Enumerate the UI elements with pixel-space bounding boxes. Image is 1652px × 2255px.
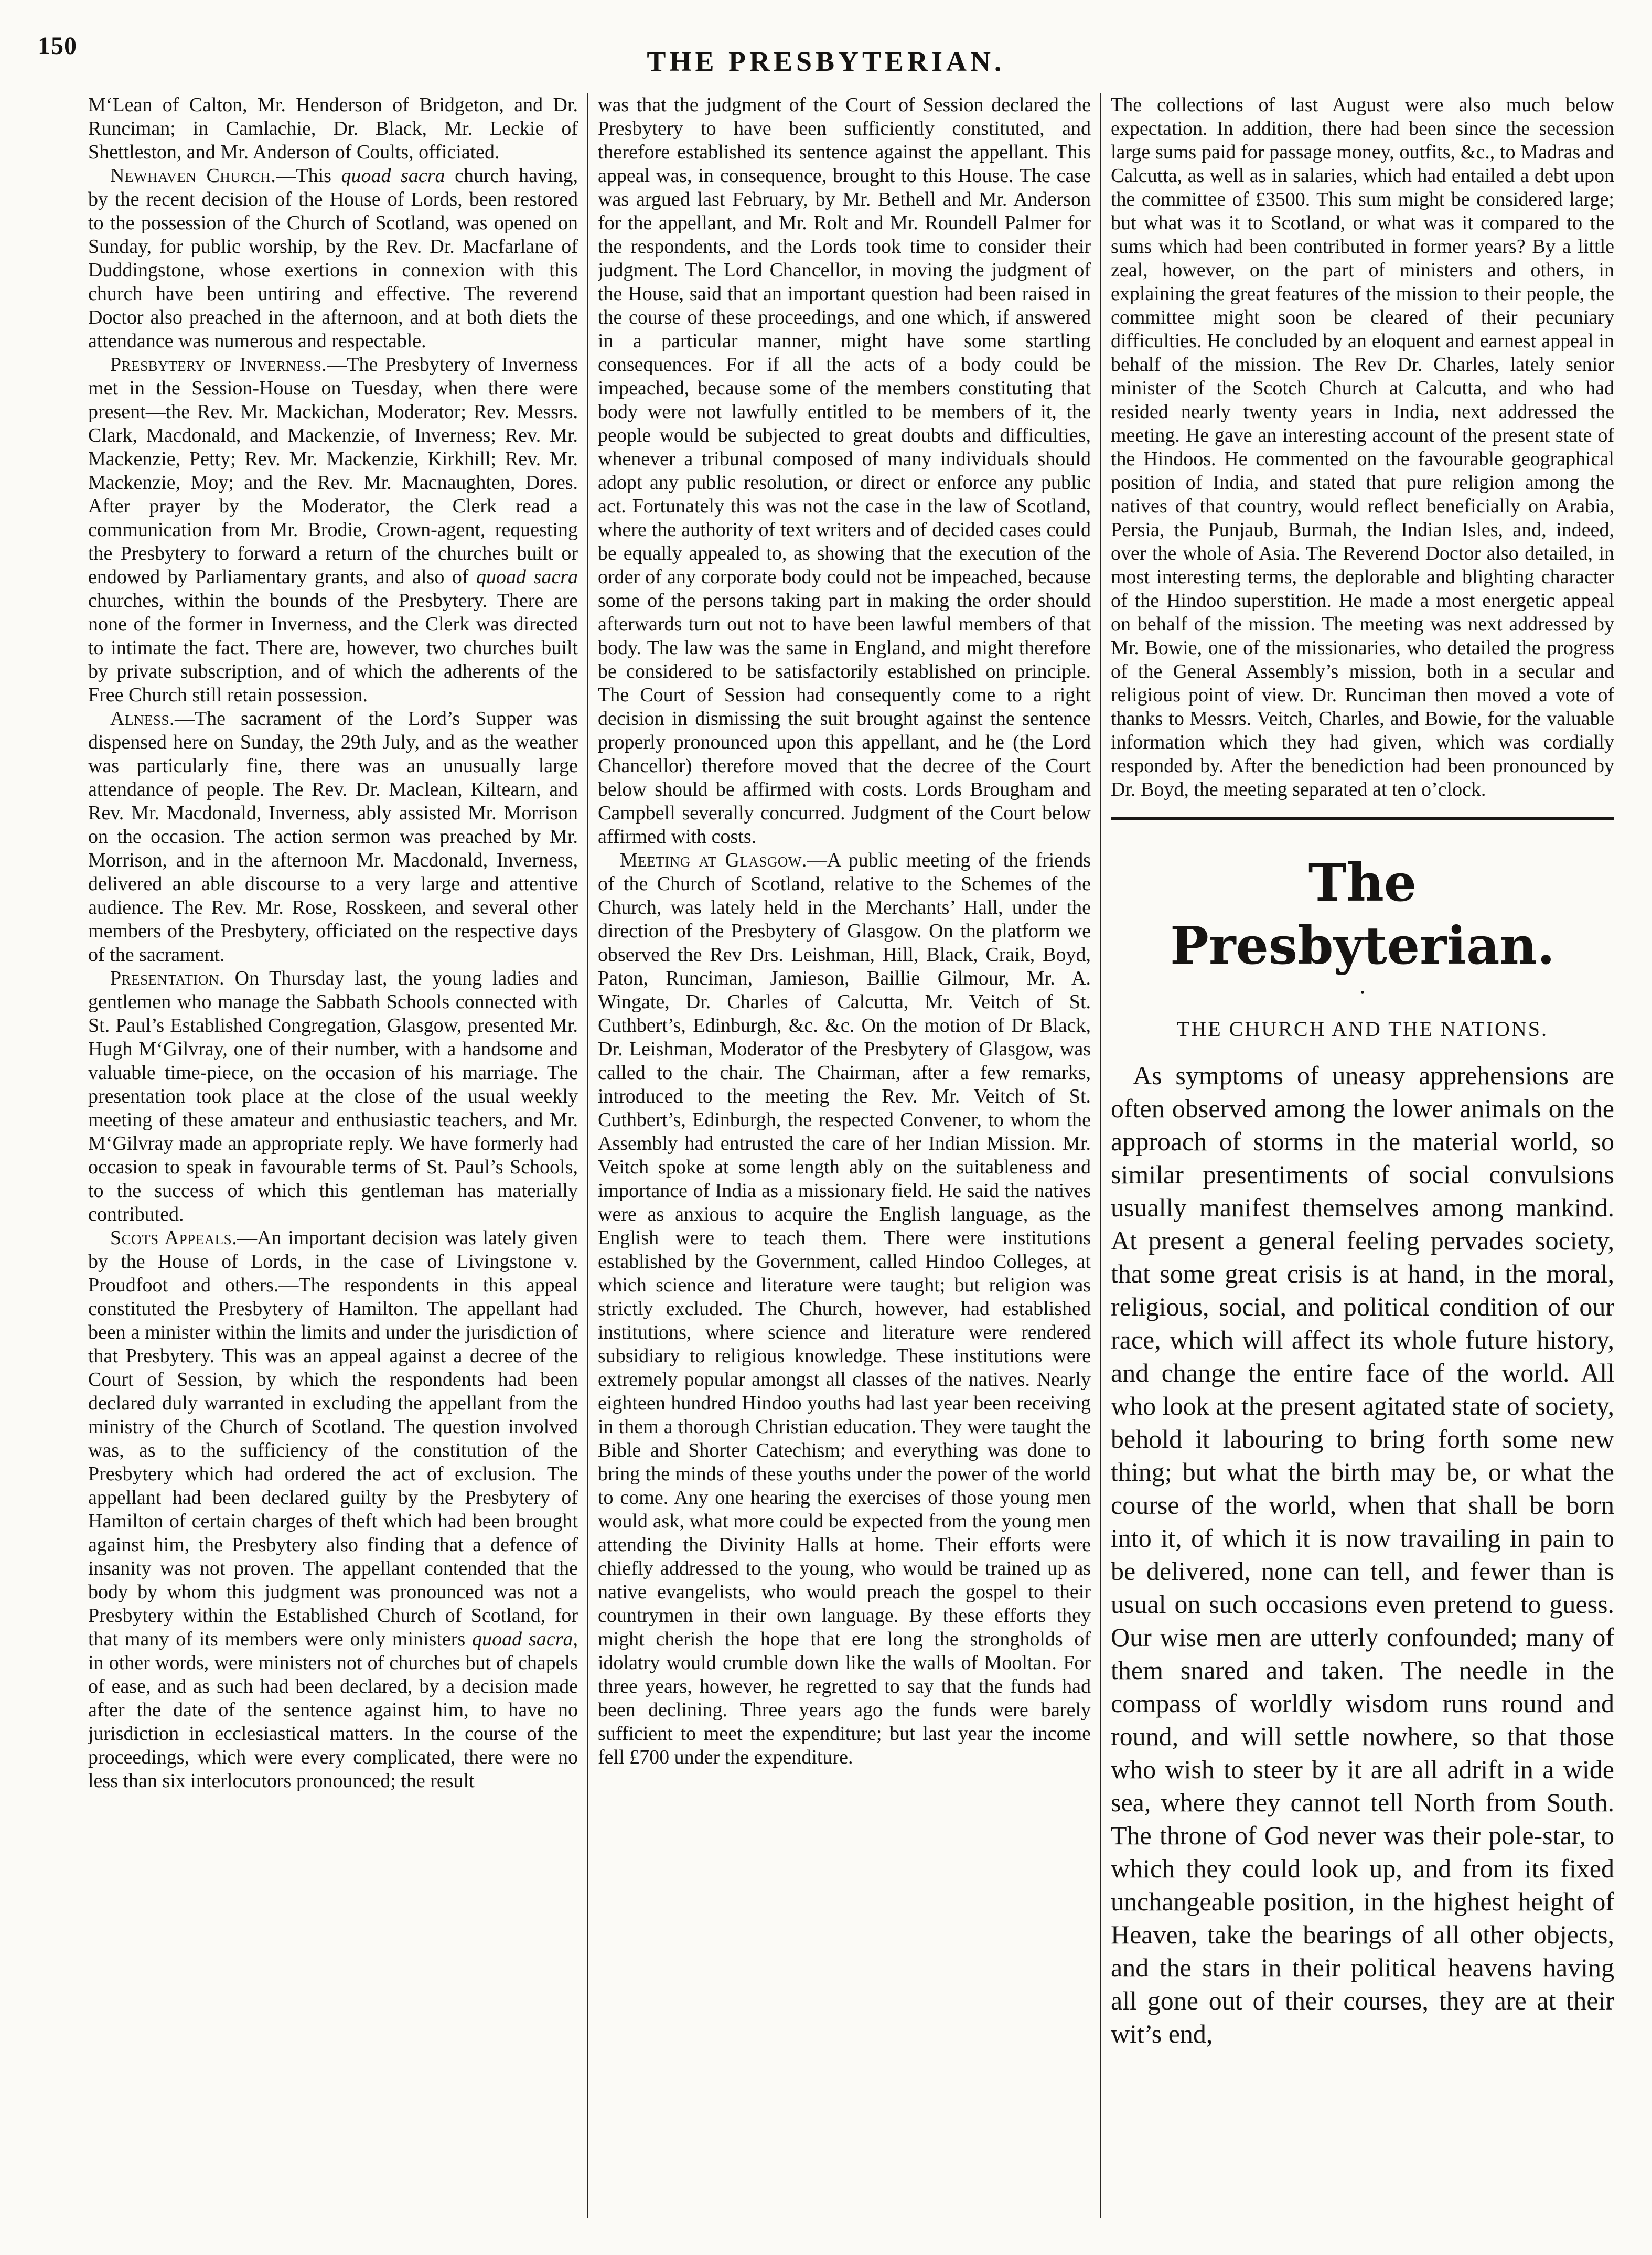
paragraph-scots-appeals: Scots Appeals.—An important decision was lately given by the House of Lords, in the case of Livingstone v. Proudfoot and others.—The respondents in this appeal constituted the Presbytery of Hamilton. The appellant had been a minister within the limits and under the jurisdiction of that Presbytery. This was an appeal against a decree of the Court of Session, by which the respondents had been declared duly warranted in excluding the appellant from the ministry of the Church of Scotland. The question involved was, as to the sufficiency of the constitution of the Presbytery which had ordered the act of exclusion. The appellant had been declared guilty by the Presbytery of Hamilton of certain charges of theft which had been brought against him, the Presbytery also finding that a defence of insanity was not proven. The appellant contended that the body by whom this judgment was pronounced was not a Presbytery within the Established Church of Scotland, for that many of its members were only ministers quoad sacra, in other words, were ministers not of churches but of chapels of ease, and as such had been declared, by a decision made after the date of the sentence against him, to have no jurisdiction in ecclesiastical matters. In the course of the proceedings, which were every complicated, there were no less than six interlocutors pronounced; the result (88, 1227, 578, 1792)
running-title: THE PRESBYTERIAN. (647, 46, 1005, 77)
paragraph-meeting-glasgow: Meeting at Glasgow.—A public meeting of the friends of the Church of Scotland, relative to the Schemes of the Church, was lately held in the Merchants’ Hall, under the direction of the Presbytery of Glasgow. On the platform we observed the Rev Drs. Leishman, Hill, Black, Craik, Boyd, Paton, Runciman, Jamieson, Baillie Gilmour, Mr. A. Wingate, Dr. Charles of Calcutta, Mr. Veitch of St. Cuthbert’s, Edinburgh, &c. &c. On the motion of Dr Black, Dr. Leishman, Moderator of the Presbytery of Glasgow, was called to the chair. The Chairman, after a few remarks, introduced to the meeting the Rev. Mr. Veitch of St. Cuthbert’s, Edinburgh, the respected Convener, to whom the Assembly had entrusted the care of her Indian Mission. Mr. Veitch spoke at some length ably on the suitableness and importance of India as a missionary field. He said the natives were as anxious to acquire the English language, as the English were to teach them. There were institutions established by the Government, called Hindoo Colleges, at which science and literature were taught; but religion was strictly excluded. The Church, however, had established institutions, where science and literature were rendered subsidiary to religious knowledge. These institutions were extremely popular amongst all classes of the natives. Nearly eighteen hundred Hindoo youths had last year been receiving in them a thorough Christian education. They were taught the Bible and Shorter Catechism; and everything was done to bring the minds of these youths under the power of the world to come. Any one hearing the exercises of those young men would ask, what more could be expected from the young men attending the Divinity Halls at home. Their efforts were chiefly addressed to the young, who would be trained up as native evangelists, who would preach the gospel to their countrymen in their own language. By these efforts they might cherish the hope that ere long the strongholds of idolatry would crumble down like the walls of Mooltan. For three years, however, he regretted to say that the funds had been declining. Three years ago the funds were barely sufficient to meet the expenditure; but last year the income fell £700 under the expenditure. (598, 849, 1091, 1768)
paragraph-alness: Alness.—The sacrament of the Lord’s Supper was dispensed here on Sunday, the 29th July, and as the weather was particularly fine, there was an unusually large attendance of people. The Rev. Dr. Maclean, Kiltearn, and Rev. Mr. Macdonald, Inverness, ably assisted Mr. Morrison on the occasion. The action sermon was preached by Mr. Morrison, and in the afternoon Mr. Macdonald, Inverness, delivered an able discourse to a very large and attentive audience. The Rev. Mr. Rose, Rosskeen, and several other members of the Presbytery, officiated on the respective days of the sacrament. (88, 708, 578, 966)
paragraph-presentation: Presentation. On Thursday last, the young ladies and gentlemen who manage the Sabbath Schools connected with St. Paul’s Established Congregation, Glasgow, presented Mr. Hugh M‘Gilvray, one of their number, with a handsome and valuable time-piece, on the occasion of his marriage. The presentation took place at the close of the usual weekly meeting of these amateur and enthusiastic teachers, and Mr. M‘Gilvray made an appropriate reply. We have formerly had occasion to speak in favourable terms of St. Paul’s Schools, to the success of which this gentleman has materially contributed. (88, 967, 578, 1225)
paragraph-inverness: Presbytery of Inverness.—The Presbytery of Inverness met in the Session-House on Tuesday, when there were present—the Rev. Mr. Mackichan, Moderator; Rev. Messrs. Clark, Macdonald, and Mackenzie, of Inverness; Rev. Mr. Mackenzie, Petty; Rev. Mr. Mackenzie, Kirkhill; Rev. Mr. Mackenzie, Moy; and the Rev. Mr. Macnaughten, Dores. After prayer by the Moderator, the Clerk read a communication from Mr. Brodie, Crown-agent, requesting the Presbytery to forward a return of the churches built or endowed by Parliamentary grants, and also of quoad sacra churches, within the bounds of the Presbytery. There are none of the former in Inverness, and the Clerk was directed to intimate the fact. There are, however, two churches built by private subscription, and of which the adherents of the Free Church still retain possession. (88, 354, 578, 706)
paragraph-newhaven: Newhaven Church.—This quoad sacra church having, by the recent decision of the House of Lords, been restored to the possession of the Church of Scotland, was opened on Sunday, for public worship, by the Rev. Dr. Macfarlane of Duddingstone, whose exertions in connexion with this church have been untiring and effective. The reverend Doctor also preached in the afternoon, and at both diets the attendance was numerous and respectable. (88, 165, 578, 352)
leader-title: THE CHURCH AND THE NATIONS. (1176, 1017, 1549, 1041)
leader-article: As symptoms of uneasy apprehensions are often observed among the lower animals on the approach of storms in the material world, so similar presentiments of social convulsions usually manifest themselves among mankind. At present a general feeling pervades society, that some great crisis is at hand, in the moral, religious, social, and political condition of our race, which will affect its whole future history, and change the entire face of the world. All who look at the present agitated state of society, behold it labouring to bring forth some new thing; but what the birth may be, or what the course of the world, when that shall be born into it, of which it is now travailing in pain to be delivered, none can tell, and fewer than is usual on such occasions even pretend to guess. Our wise men are utterly confounded; many of them snared and taken. The needle in the compass of worldly wisdom runs round and round, and will settle nowhere, so that those who wish to steer by it are all adrift in a wide sea, where they cannot tell North from South. The throne of God never was their pole-star, to which they could look up, and from its fixed unchangeable position, in the highest height of Heaven, take the bearings of all other objects, and the stars in their political heavens having all gone out of their courses, they are at their wit’s end, (1111, 1061, 1614, 2048)
paragraph-mission-collections: The collections of last August were also much below expectation. In addition, there had been since the secession large sums paid for passage money, outfits, &c., to Madras and Calcutta, as well as in salaries, which had entailed a debt upon the committee of £3500. This sum might be considered large; but what was it to Scotland, or what was it compared to the sums which had been contributed in former years? By a little zeal, however, on the part of ministers and others, in explaining the great features of the mission to their people, the committee might soon be cleared of their pecuniary difficulties. He concluded by an eloquent and earnest appeal in behalf of the mission. The Rev Dr. Charles, lately senior minister of the Scotch Church at Calcutta, and who had resided nearly twenty years in India, next addressed the meeting. He gave an interesting account of the present state of the Hindoos. He commented on the favourable geographical position of India, and stated that pure religion among the natives of that country, would reflect beneficially on Arabia, Persia, the Punjaub, Burmah, the Indian Isles, and, indeed, over the whole of Asia. The Reverend Doctor also detailed, in most interesting terms, the deplorable and blighting character of the Hindoo superstition. He made a most energetic appeal on behalf of the mission. The meeting was next addressed by Mr. Bowie, one of the missionaries, who detailed the progress of the General Assembly’s mission, both in a secular and religious point of view. Dr. Runciman then moved a vote of thanks to Messrs. Veitch, Charles, and Bowie, for the valuable information which they had given, which was cordially responded by. After the benediction had been pronounced by Dr. Boyd, the meeting separated at ten o’clock. (1111, 94, 1614, 800)
section-heading: Newhaven Church. (110, 165, 276, 187)
section-heading: Meeting at Glasgow. (620, 849, 807, 871)
section-heading: Scots Appeals. (110, 1227, 238, 1249)
page-number: 150 (38, 32, 77, 60)
ornament-dot: • (1360, 986, 1365, 1000)
column-divider (1100, 93, 1101, 2218)
column-divider (587, 93, 588, 2218)
masthead-title: The Presbyterian. (1170, 853, 1555, 976)
column-middle (598, 93, 1091, 2218)
paragraph-glasgow-churches: M‘Lean of Calton, Mr. Henderson of Bridgeton, and Dr. Runciman; in Camlachie, Dr. Black, Mr. Leckie of Shettleston, and Mr. Anderson of Coults, officiated. (88, 94, 578, 163)
section-heading: Alness. (110, 708, 175, 730)
column-right (1111, 93, 1614, 2218)
paragraph-judgment: was that the judgment of the Court of Session declared the Presbytery to have been sufficiently constituted, and therefore established its sentence against the appellant. This appeal was, in consequence, brought to this House. The case was argued last February, by Mr. Bethell and Mr. Anderson for the appellant, and Mr. Rolt and Mr. Roundell Palmer for the respondents, and the Lords took time to consider their judgment. The Lord Chancellor, in moving the judgment of the House, said that an important question had been raised in the course of these proceedings, and one which, if answered in a particular manner, might have some startling consequences. For if all the acts of a body could be impeached, because some of the members constituting that body were not lawfully entitled to be members of it, the people would be subjected to great doubts and difficulties, whenever a tribunal composed of many individuals should adopt any public resolution, or direct or enforce any public act. Fortunately this was not the case in the law of Scotland, where the authority of text writers and of decided cases could be equally appealed to, as showing that the execution of the order of any corporate body could not be impeached, because some of the persons taking part in making the order should afterwards turn out not to have been lawful members of that body. The law was the same in England, and might therefore be considered to be satisfactorily established on principle. The Court of Session had consequently come to a right decision in dismissing the suit brought against the sentence properly pronounced upon this appellant, and he (the Lord Chancellor) therefore moved that the decree of the Court below should be affirmed with costs. Lords Brougham and Campbell severally concurred. Judgment of the Court below affirmed with costs. (598, 94, 1091, 848)
section-divider (1111, 817, 1614, 820)
section-heading: Presbytery of Inverness. (110, 354, 327, 376)
column-left (88, 93, 578, 2218)
section-heading: Presentation. (110, 967, 224, 989)
